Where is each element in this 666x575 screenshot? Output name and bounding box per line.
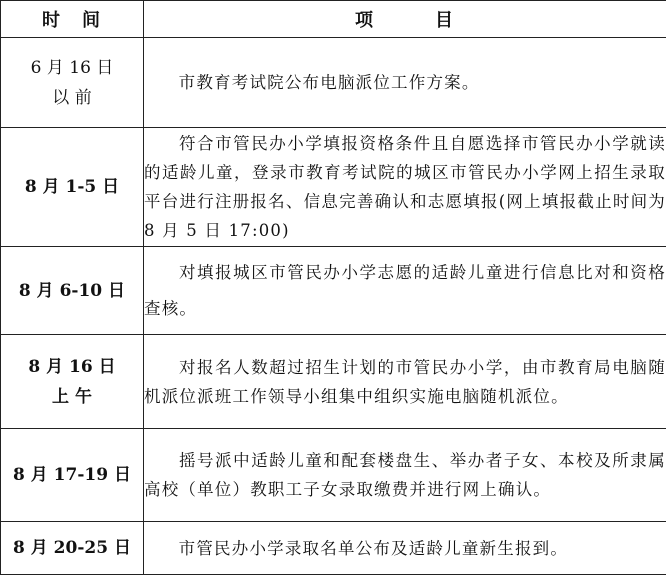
time-line: 8 月 6-10 日 <box>1 276 143 306</box>
item-cell <box>144 429 666 522</box>
header-item: 项 目 <box>144 1 666 38</box>
item-text: 对报名人数超过招生计划的市管民办小学，由市教育局电脑随机派位派班工作领导小组集中组织实施电脑随机派位。 <box>144 358 666 406</box>
time-line: 8 月 17-19 日 <box>1 460 143 490</box>
item-cell <box>144 247 666 335</box>
time-line: 8 月 20-25 日 <box>1 533 143 563</box>
table-row <box>1 429 666 522</box>
item-cell <box>144 522 666 575</box>
table-row <box>1 247 666 335</box>
time-cell <box>1 128 144 247</box>
header-row <box>1 1 666 38</box>
table-row <box>1 38 666 128</box>
time-cell <box>1 335 144 429</box>
item-text: 符合市管民办小学填报资格条件且自愿选择市管民办小学就读的适龄儿童，登录市教育考试院的城区市管民办小学网上招生录取平台进行注册报名、信息完善确认和志愿填报(网上填报截止时间为 8 月 5 日 17:00) <box>144 134 666 240</box>
item-text: 市管民办小学录取名单公布及适龄儿童新生报到。 <box>179 539 568 558</box>
time-line: 6 月 16 日 <box>1 53 143 83</box>
table-row <box>1 128 666 247</box>
header-time: 时 间 <box>1 1 144 38</box>
time-cell <box>1 522 144 575</box>
time-cell <box>1 38 144 128</box>
time-line: 上 午 <box>1 382 143 412</box>
table-row <box>1 522 666 575</box>
table-row <box>1 335 666 429</box>
time-cell <box>1 429 144 522</box>
item-text: 市教育考试院公布电脑派位工作方案。 <box>179 73 480 92</box>
time-line: 以 前 <box>1 83 143 113</box>
item-cell <box>144 38 666 128</box>
item-text: 对填报城区市管民办小学志愿的适龄儿童进行信息比对和资格查核。 <box>144 263 666 318</box>
time-line: 8 月 1-5 日 <box>1 172 143 202</box>
time-line: 8 月 16 日 <box>1 352 143 382</box>
item-cell <box>144 335 666 429</box>
time-cell <box>1 247 144 335</box>
item-cell <box>144 128 666 247</box>
item-text: 摇号派中适龄儿童和配套楼盘生、举办者子女、本校及所隶属高校（单位）教职工子女录取缴费并进行网上确认。 <box>144 451 666 499</box>
